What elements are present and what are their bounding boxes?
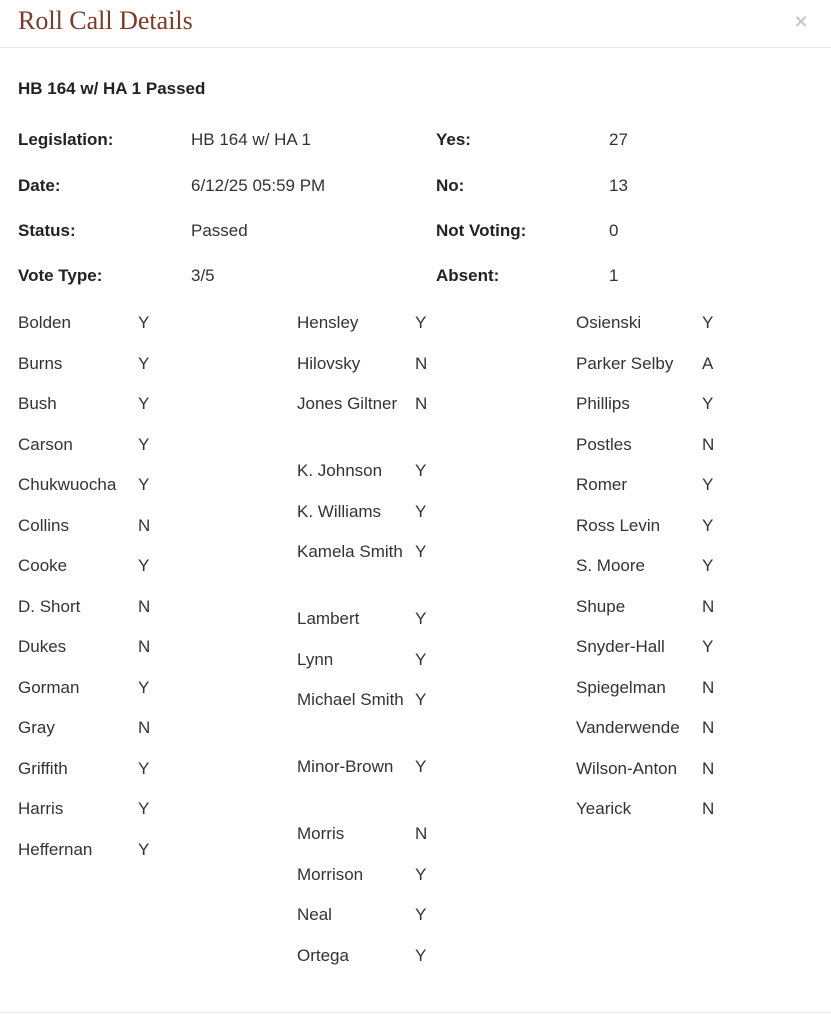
- vote-value: Y: [415, 542, 427, 561]
- vote-row: [576, 756, 826, 797]
- legislator-name: Neal: [297, 905, 332, 924]
- close-icon[interactable]: ×: [791, 10, 811, 34]
- legislator-name: Wilson-Anton: [576, 758, 678, 778]
- legislation-label: Legislation:: [18, 130, 114, 149]
- legislator-name: Hilovsky: [297, 353, 361, 373]
- yes-label: Yes:: [436, 130, 471, 149]
- legislator-name: Vanderwende: [576, 718, 680, 737]
- legislator-name: Osienski: [576, 313, 642, 332]
- legislator-name: Morrison: [297, 864, 364, 884]
- absent-label: Absent:: [436, 266, 500, 285]
- vote-row: [297, 539, 547, 606]
- modal-footer-divider: [0, 1012, 831, 1013]
- vote-value: Y: [415, 905, 427, 924]
- vote-value: N: [138, 718, 151, 737]
- vote-row: [297, 821, 547, 862]
- legislator-name: Lambert: [297, 609, 360, 628]
- not-voting-label: Not Voting:: [436, 221, 527, 240]
- absent-count: 1: [609, 266, 619, 285]
- legislator-name: Spiegelman: [576, 677, 666, 697]
- vote-value: Y: [415, 313, 427, 332]
- legislator-name: D. Short: [18, 596, 81, 616]
- vote-value: N: [415, 353, 428, 373]
- vote-value: Y: [138, 758, 150, 778]
- roll-call-summary-heading: HB 164 w/ HA 1 Passed: [18, 79, 206, 98]
- vote-value: Y: [138, 353, 150, 373]
- legislator-name: Ross Levin: [576, 515, 661, 535]
- no-count: 13: [609, 176, 628, 195]
- vote-value: Y: [138, 475, 150, 494]
- legislator-name: Gorman: [18, 677, 80, 697]
- vote-row: [576, 391, 826, 432]
- modal-title: Roll Call Details: [18, 6, 193, 35]
- vote-row: [297, 687, 547, 754]
- vote-row: [297, 943, 547, 984]
- vote-value: Y: [415, 757, 427, 776]
- status-value: Passed: [191, 221, 248, 240]
- modal-header: [0, 0, 831, 48]
- vote-row: [18, 594, 268, 635]
- legislator-name: Michael Smith: [297, 690, 404, 709]
- vote-row: [297, 862, 547, 903]
- legislator-name: Hensley: [297, 313, 359, 332]
- vote-row: [576, 594, 826, 635]
- vote-value: N: [138, 596, 151, 616]
- legislator-name: Postles: [576, 434, 632, 454]
- legislator-name: K. Williams: [297, 501, 382, 521]
- legislation-value: HB 164 w/ HA 1: [191, 130, 312, 149]
- vote-row: [297, 351, 547, 392]
- vote-row: [297, 499, 547, 540]
- vote-row: [576, 513, 826, 554]
- vote-row: [18, 553, 268, 594]
- vote-row: [576, 432, 826, 473]
- vote-row: [18, 391, 268, 432]
- legislator-name: Cooke: [18, 556, 68, 575]
- vote-row: [297, 391, 547, 458]
- vote-value: N: [702, 758, 715, 778]
- legislator-name: Burns: [18, 353, 63, 373]
- vote-row: [297, 458, 547, 499]
- vote-value: Y: [702, 515, 714, 535]
- legislator-name: Heffernan: [18, 839, 93, 859]
- vote-value: Y: [138, 394, 150, 413]
- legislator-name: Yearick: [576, 799, 632, 818]
- vote-row: [18, 756, 268, 797]
- vote-row: [576, 472, 826, 513]
- legislator-name: Minor-Brown: [297, 757, 394, 776]
- vote-row: [18, 472, 268, 513]
- vote-value: N: [702, 677, 715, 697]
- vote-value: Y: [702, 394, 714, 413]
- legislator-name: Morris: [297, 824, 345, 843]
- legislator-name: Parker Selby: [576, 353, 674, 373]
- vote-row: [297, 647, 547, 688]
- legislator-name: Carson: [18, 434, 73, 454]
- vote-value: Y: [138, 313, 150, 332]
- not-voting-count: 0: [609, 221, 619, 240]
- vote-value: Y: [138, 799, 150, 818]
- vote-row: [297, 902, 547, 943]
- vote-value: N: [138, 515, 151, 535]
- vote-value: Y: [702, 637, 714, 656]
- vote-row: [576, 634, 826, 675]
- vote-value: Y: [415, 945, 427, 965]
- vote-value: Y: [415, 864, 427, 884]
- legislator-name: Ortega: [297, 945, 349, 965]
- legislator-name: Kamela Smith: [297, 542, 403, 561]
- vote-row: [576, 310, 826, 351]
- vote-value: N: [415, 394, 428, 413]
- vote-type-label: Vote Type:: [18, 266, 103, 285]
- legislator-name: Romer: [576, 475, 628, 494]
- legislator-name: S. Moore: [576, 556, 645, 575]
- vote-column-2: [297, 310, 547, 983]
- date-value: 6/12/25 05:59 PM: [191, 176, 326, 195]
- vote-row: [18, 796, 268, 837]
- vote-row: [297, 606, 547, 647]
- legislator-name: K. Johnson: [297, 461, 383, 480]
- vote-value: Y: [138, 434, 150, 454]
- no-label: No:: [436, 176, 465, 195]
- vote-value: Y: [138, 677, 150, 697]
- vote-row: [297, 754, 547, 821]
- vote-row: [18, 513, 268, 554]
- vote-row: [576, 675, 826, 716]
- vote-value: Y: [415, 649, 427, 669]
- legislator-name: Collins: [18, 515, 70, 535]
- vote-row: [576, 351, 826, 392]
- vote-column-3: [576, 310, 826, 837]
- vote-value: N: [415, 824, 428, 843]
- vote-value: N: [138, 637, 151, 656]
- vote-row: [18, 310, 268, 351]
- legislator-name: Snyder-Hall: [576, 637, 665, 656]
- vote-row: [576, 796, 826, 837]
- legislator-name: Lynn: [297, 649, 334, 669]
- vote-value: Y: [702, 475, 714, 494]
- vote-value: Y: [415, 501, 427, 521]
- vote-value: Y: [138, 839, 150, 859]
- yes-count: 27: [609, 130, 628, 149]
- vote-type-value: 3/5: [191, 266, 215, 285]
- legislator-name: Phillips: [576, 394, 630, 413]
- date-label: Date:: [18, 176, 61, 195]
- vote-row: [18, 715, 268, 756]
- vote-row: [18, 351, 268, 392]
- status-label: Status:: [18, 221, 76, 240]
- vote-value: Y: [702, 313, 714, 332]
- vote-value: N: [702, 718, 715, 737]
- vote-row: [18, 837, 268, 878]
- vote-row: [297, 310, 547, 351]
- vote-column-1: [18, 310, 268, 877]
- legislator-name: Griffith: [18, 758, 68, 778]
- legislator-name: Harris: [18, 799, 64, 818]
- vote-value: N: [702, 596, 715, 616]
- vote-row: [18, 634, 268, 675]
- vote-row: [576, 553, 826, 594]
- legislator-name: Gray: [18, 718, 55, 737]
- legislator-name: Dukes: [18, 637, 67, 656]
- legislator-name: Chukwuocha: [18, 475, 117, 494]
- legislator-name: Bush: [18, 394, 57, 413]
- vote-row: [18, 432, 268, 473]
- vote-value: Y: [138, 556, 150, 575]
- vote-row: [18, 675, 268, 716]
- vote-value: A: [702, 353, 714, 373]
- legislator-name: Shupe: [576, 596, 626, 616]
- vote-row: [576, 715, 826, 756]
- legislator-name: Bolden: [18, 313, 71, 332]
- vote-value: Y: [415, 690, 427, 709]
- vote-value: N: [702, 799, 715, 818]
- vote-value: Y: [702, 556, 714, 575]
- vote-value: Y: [415, 609, 427, 628]
- legislator-name: Jones Giltner: [297, 394, 398, 413]
- vote-value: Y: [415, 461, 427, 480]
- vote-value: N: [702, 434, 715, 454]
